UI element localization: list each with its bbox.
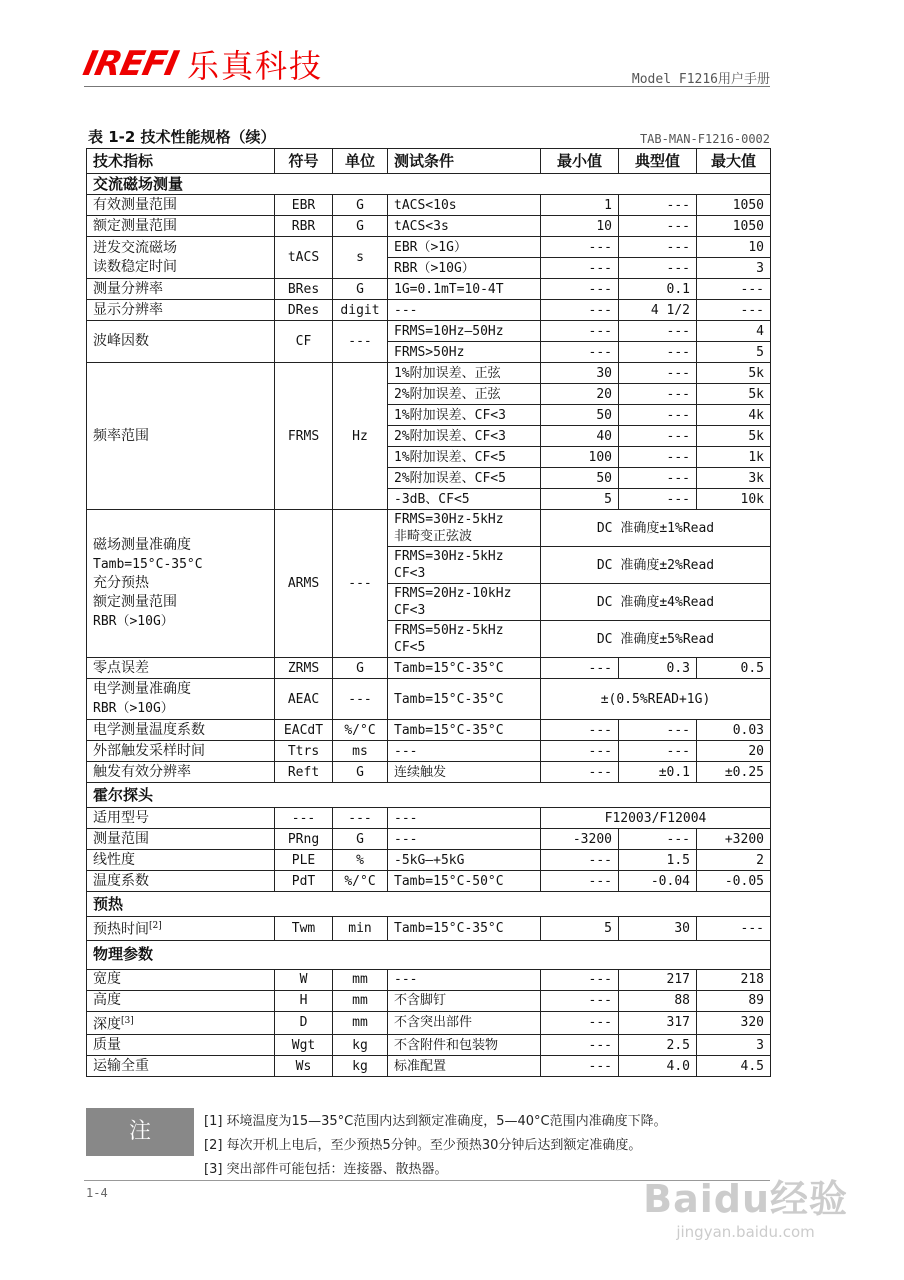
- footnote-ref: [3]: [121, 1015, 134, 1026]
- condition: 2%附加误差、CF<3: [388, 426, 541, 447]
- condition: 1%附加误差、CF<5: [388, 447, 541, 468]
- typ-value: 30: [619, 917, 697, 941]
- table-row: [87, 216, 771, 237]
- unit: G: [333, 195, 388, 216]
- unit: digit: [333, 300, 388, 321]
- symbol: Wgt: [275, 1035, 333, 1056]
- col-header: 最小值: [541, 149, 619, 174]
- spec-name: 适用型号: [87, 808, 275, 829]
- condition: -3dB、CF<5: [388, 489, 541, 510]
- spec-name: 有效测量范围: [87, 195, 275, 216]
- spec-name: [87, 679, 275, 720]
- min-value: 30: [541, 363, 619, 384]
- table-row: [87, 300, 771, 321]
- max-value: 5k: [697, 363, 771, 384]
- typ-value: 88: [619, 990, 697, 1011]
- condition-line: FRMS=20Hz-10kHz: [394, 586, 512, 601]
- max-value: 5: [697, 342, 771, 363]
- symbol: H: [275, 990, 333, 1011]
- min-value: -3200: [541, 829, 619, 850]
- accuracy-value: DC 准确度±4%Read: [541, 584, 771, 621]
- condition-line: CF<5: [394, 640, 426, 655]
- watermark-brand: Baidu经验: [643, 1177, 848, 1221]
- condition-line: CF<3: [394, 603, 426, 618]
- condition: RBR（>10G）: [388, 258, 541, 279]
- typ-value: ---: [619, 741, 697, 762]
- symbol: ZRMS: [275, 658, 333, 679]
- table-row: [87, 510, 771, 547]
- max-value: 218: [697, 969, 771, 990]
- manual-title: Model F1216用户手册: [631, 72, 770, 87]
- condition: Tamb=15°C-50°C: [388, 871, 541, 892]
- spec-name: [87, 237, 275, 279]
- spec-name: 波峰因数: [87, 321, 275, 363]
- table-row: [87, 969, 771, 990]
- min-value: ---: [541, 969, 619, 990]
- symbol: D: [275, 1011, 333, 1035]
- unit: Hz: [333, 363, 388, 510]
- min-value: ---: [541, 720, 619, 741]
- max-value: 89: [697, 990, 771, 1011]
- section-header: 预热: [87, 892, 771, 917]
- spec-name: 显示分辨率: [87, 300, 275, 321]
- min-value: ---: [541, 850, 619, 871]
- symbol: BRes: [275, 279, 333, 300]
- symbol: CF: [275, 321, 333, 363]
- condition: ---: [388, 300, 541, 321]
- min-value: 20: [541, 384, 619, 405]
- condition-line: 非畸变正弦波: [394, 529, 473, 544]
- min-value: 50: [541, 405, 619, 426]
- note-item: [3] 突出部件可能包括：连接器、散热器。: [204, 1162, 448, 1177]
- spec-name-line: Tamb=15°C-35°C: [93, 557, 203, 572]
- spec-name-line: 磁场测量准确度: [93, 537, 191, 553]
- table-row: [87, 850, 771, 871]
- max-value: 4k: [697, 405, 771, 426]
- table-row: [87, 1056, 771, 1077]
- min-value: 40: [541, 426, 619, 447]
- table-row: [87, 808, 771, 829]
- spec-name: [87, 917, 275, 941]
- note-item: [2] 每次开机上电后，至少预热5分钟。至少预热30分钟后达到额定准确度。: [204, 1138, 642, 1153]
- table-caption: 表 1-2 技术性能规格（续）: [88, 128, 276, 146]
- table-row: [87, 279, 771, 300]
- table-row: [87, 1035, 771, 1056]
- typ-value: ---: [619, 216, 697, 237]
- col-header: 技术指标: [87, 149, 275, 174]
- spec-name: 线性度: [87, 850, 275, 871]
- min-value: ---: [541, 871, 619, 892]
- typ-value: ---: [619, 405, 697, 426]
- symbol: RBR: [275, 216, 333, 237]
- typ-value: 317: [619, 1011, 697, 1035]
- condition: 2%附加误差、正弦: [388, 384, 541, 405]
- table-row: [87, 917, 771, 941]
- max-value: 1k: [697, 447, 771, 468]
- typ-value: ---: [619, 489, 697, 510]
- typ-value: ---: [619, 321, 697, 342]
- min-value: ---: [541, 258, 619, 279]
- symbol: Twm: [275, 917, 333, 941]
- spec-table: [86, 148, 771, 1077]
- max-value: 320: [697, 1011, 771, 1035]
- condition: 标准配置: [388, 1056, 541, 1077]
- min-value: ---: [541, 279, 619, 300]
- table-row: [87, 762, 771, 783]
- section-header: 交流磁场测量: [87, 174, 771, 195]
- typ-value: 217: [619, 969, 697, 990]
- max-value: 5k: [697, 384, 771, 405]
- min-value: 100: [541, 447, 619, 468]
- spec-name-line: 充分预热: [93, 575, 149, 591]
- spec-name: 外部触发采样时间: [87, 741, 275, 762]
- table-row: [87, 237, 771, 258]
- spec-name: 宽度: [87, 969, 275, 990]
- max-value: 10k: [697, 489, 771, 510]
- max-value: ±0.25: [697, 762, 771, 783]
- spec-name-line: 迸发交流磁场: [93, 239, 177, 256]
- spec-name: 质量: [87, 1035, 275, 1056]
- typ-value: ---: [619, 447, 697, 468]
- spec-name: 触发有效分辨率: [87, 762, 275, 783]
- condition: ---: [388, 829, 541, 850]
- spec-name: 测量范围: [87, 829, 275, 850]
- unit: %/°C: [333, 871, 388, 892]
- unit: G: [333, 279, 388, 300]
- typ-value: ---: [619, 829, 697, 850]
- symbol: Reft: [275, 762, 333, 783]
- notes-label: 注: [86, 1108, 194, 1156]
- spec-name: 高度: [87, 990, 275, 1011]
- table-row: [87, 679, 771, 720]
- condition: Tamb=15°C-35°C: [388, 679, 541, 720]
- min-value: 1: [541, 195, 619, 216]
- unit: min: [333, 917, 388, 941]
- table-row: [87, 720, 771, 741]
- symbol: W: [275, 969, 333, 990]
- spec-name: 温度系数: [87, 871, 275, 892]
- spec-name: 额定测量范围: [87, 216, 275, 237]
- unit: G: [333, 658, 388, 679]
- max-value: 3: [697, 258, 771, 279]
- table-header-row: [87, 149, 771, 174]
- model-value: F12003/F12004: [541, 808, 771, 829]
- page-number: 1-4: [86, 1186, 108, 1200]
- max-value: +3200: [697, 829, 771, 850]
- typ-value: 2.5: [619, 1035, 697, 1056]
- unit: s: [333, 237, 388, 279]
- unit: ms: [333, 741, 388, 762]
- table-row: [87, 321, 771, 342]
- symbol: FRMS: [275, 363, 333, 510]
- section-header: 物理参数: [87, 940, 771, 969]
- table-row: [87, 990, 771, 1011]
- table-row: [87, 871, 771, 892]
- unit: ---: [333, 679, 388, 720]
- condition: [388, 621, 541, 658]
- condition: 1%附加误差、正弦: [388, 363, 541, 384]
- condition: FRMS>50Hz: [388, 342, 541, 363]
- condition-line: FRMS=30Hz-5kHz: [394, 512, 504, 527]
- min-value: ---: [541, 300, 619, 321]
- typ-value: ±0.1: [619, 762, 697, 783]
- condition: ---: [388, 969, 541, 990]
- col-header: 单位: [333, 149, 388, 174]
- condition: [388, 510, 541, 547]
- logo: [79, 44, 323, 85]
- condition: Tamb=15°C-35°C: [388, 720, 541, 741]
- spec-name: 频率范围: [87, 363, 275, 510]
- symbol: ARMS: [275, 510, 333, 658]
- min-value: 5: [541, 489, 619, 510]
- spec-name-line: 电学测量准确度: [93, 681, 191, 697]
- min-value: 5: [541, 917, 619, 941]
- unit: G: [333, 216, 388, 237]
- unit: G: [333, 829, 388, 850]
- min-value: 10: [541, 216, 619, 237]
- table-row: [87, 829, 771, 850]
- watermark-url: jingyan.baidu.com: [676, 1223, 815, 1241]
- spec-name-text: 深度: [93, 1016, 121, 1033]
- max-value: 5k: [697, 426, 771, 447]
- notes-list: [204, 1110, 667, 1182]
- typ-value: 1.5: [619, 850, 697, 871]
- max-value: ---: [697, 279, 771, 300]
- typ-value: ---: [619, 720, 697, 741]
- spec-name-text: 预热时间: [93, 921, 149, 938]
- unit: mm: [333, 969, 388, 990]
- symbol: PRng: [275, 829, 333, 850]
- unit: ---: [333, 808, 388, 829]
- max-value: 0.03: [697, 720, 771, 741]
- max-value: 20: [697, 741, 771, 762]
- max-value: 10: [697, 237, 771, 258]
- condition-line: FRMS=50Hz-5kHz: [394, 623, 504, 638]
- typ-value: 4.0: [619, 1056, 697, 1077]
- logo-mark: IREFI: [79, 44, 182, 84]
- condition: 连续触发: [388, 762, 541, 783]
- condition: 不含脚钉: [388, 990, 541, 1011]
- col-header: 符号: [275, 149, 333, 174]
- table-row: [87, 363, 771, 384]
- unit: %/°C: [333, 720, 388, 741]
- symbol: EACdT: [275, 720, 333, 741]
- condition: FRMS=10Hz—50Hz: [388, 321, 541, 342]
- symbol: PdT: [275, 871, 333, 892]
- unit: G: [333, 762, 388, 783]
- min-value: ---: [541, 1056, 619, 1077]
- symbol: EBR: [275, 195, 333, 216]
- unit: mm: [333, 1011, 388, 1035]
- spec-name-line: 额定测量范围: [93, 594, 177, 610]
- min-value: ---: [541, 658, 619, 679]
- typ-value: 0.3: [619, 658, 697, 679]
- section-header: 霍尔探头: [87, 783, 771, 808]
- unit: %: [333, 850, 388, 871]
- spec-name-line: 读数稳定时间: [93, 258, 177, 275]
- typ-value: ---: [619, 384, 697, 405]
- min-value: ---: [541, 1011, 619, 1035]
- min-value: ---: [541, 1035, 619, 1056]
- min-value: ---: [541, 321, 619, 342]
- max-value: 3k: [697, 468, 771, 489]
- spec-name-line: RBR（>10G）: [93, 614, 174, 629]
- max-value: 0.5: [697, 658, 771, 679]
- document-number: TAB-MAN-F1216-0002: [639, 132, 770, 146]
- table-row: [87, 1011, 771, 1035]
- min-value: ---: [541, 990, 619, 1011]
- table-row: [87, 741, 771, 762]
- condition-line: FRMS=30Hz-5kHz: [394, 549, 504, 564]
- condition: Tamb=15°C-35°C: [388, 917, 541, 941]
- symbol: AEAC: [275, 679, 333, 720]
- max-value: 1050: [697, 195, 771, 216]
- spec-name: [87, 510, 275, 658]
- condition: 不含附件和包装物: [388, 1035, 541, 1056]
- symbol: Ttrs: [275, 741, 333, 762]
- typ-value: 0.1: [619, 279, 697, 300]
- condition: Tamb=15°C-35°C: [388, 658, 541, 679]
- min-value: ---: [541, 342, 619, 363]
- spec-name: 电学测量温度系数: [87, 720, 275, 741]
- typ-value: ---: [619, 342, 697, 363]
- condition: tACS<10s: [388, 195, 541, 216]
- max-value: 1050: [697, 216, 771, 237]
- typ-value: -0.04: [619, 871, 697, 892]
- accuracy-value: ±(0.5%READ+1G): [541, 679, 771, 720]
- max-value: 4: [697, 321, 771, 342]
- condition: ---: [388, 741, 541, 762]
- condition: tACS<3s: [388, 216, 541, 237]
- typ-value: ---: [619, 426, 697, 447]
- typ-value: ---: [619, 258, 697, 279]
- col-header: 测试条件: [388, 149, 541, 174]
- spec-name: 运输全重: [87, 1056, 275, 1077]
- typ-value: 4 1/2: [619, 300, 697, 321]
- watermark: [643, 1168, 848, 1241]
- max-value: ---: [697, 917, 771, 941]
- typ-value: ---: [619, 195, 697, 216]
- max-value: -0.05: [697, 871, 771, 892]
- typ-value: ---: [619, 237, 697, 258]
- symbol: DRes: [275, 300, 333, 321]
- min-value: 50: [541, 468, 619, 489]
- condition-line: CF<3: [394, 566, 426, 581]
- condition: 2%附加误差、CF<5: [388, 468, 541, 489]
- header-divider: [84, 86, 770, 87]
- unit: mm: [333, 990, 388, 1011]
- note-item: [1] 环境温度为15—35°C范围内达到额定准确度，5—40°C范围内准确度下降。: [204, 1114, 667, 1129]
- max-value: 2: [697, 850, 771, 871]
- table-row: [87, 195, 771, 216]
- symbol: Ws: [275, 1056, 333, 1077]
- unit: ---: [333, 510, 388, 658]
- max-value: 3: [697, 1035, 771, 1056]
- footnote-ref: [2]: [149, 921, 162, 931]
- accuracy-value: DC 准确度±2%Read: [541, 547, 771, 584]
- accuracy-value: DC 准确度±1%Read: [541, 510, 771, 547]
- condition: [388, 547, 541, 584]
- table-row: [87, 658, 771, 679]
- min-value: ---: [541, 237, 619, 258]
- spec-name: [87, 1011, 275, 1035]
- condition: 1G=0.1mT=10-4T: [388, 279, 541, 300]
- col-header: 典型值: [619, 149, 697, 174]
- symbol: ---: [275, 808, 333, 829]
- max-value: ---: [697, 300, 771, 321]
- spec-name: 零点误差: [87, 658, 275, 679]
- spec-name: 测量分辨率: [87, 279, 275, 300]
- condition: EBR（>1G）: [388, 237, 541, 258]
- condition: 1%附加误差、CF<3: [388, 405, 541, 426]
- unit: kg: [333, 1035, 388, 1056]
- accuracy-value: DC 准确度±5%Read: [541, 621, 771, 658]
- condition: ---: [388, 808, 541, 829]
- company-name: 乐真科技: [186, 47, 323, 85]
- spec-name-line: RBR（>10G）: [93, 701, 174, 716]
- unit: kg: [333, 1056, 388, 1077]
- condition: 不含突出部件: [388, 1011, 541, 1035]
- condition: -5kG—+5kG: [388, 850, 541, 871]
- symbol: tACS: [275, 237, 333, 279]
- min-value: ---: [541, 741, 619, 762]
- unit: ---: [333, 321, 388, 363]
- min-value: ---: [541, 762, 619, 783]
- max-value: 4.5: [697, 1056, 771, 1077]
- symbol: PLE: [275, 850, 333, 871]
- col-header: 最大值: [697, 149, 771, 174]
- condition: [388, 584, 541, 621]
- typ-value: ---: [619, 363, 697, 384]
- typ-value: ---: [619, 468, 697, 489]
